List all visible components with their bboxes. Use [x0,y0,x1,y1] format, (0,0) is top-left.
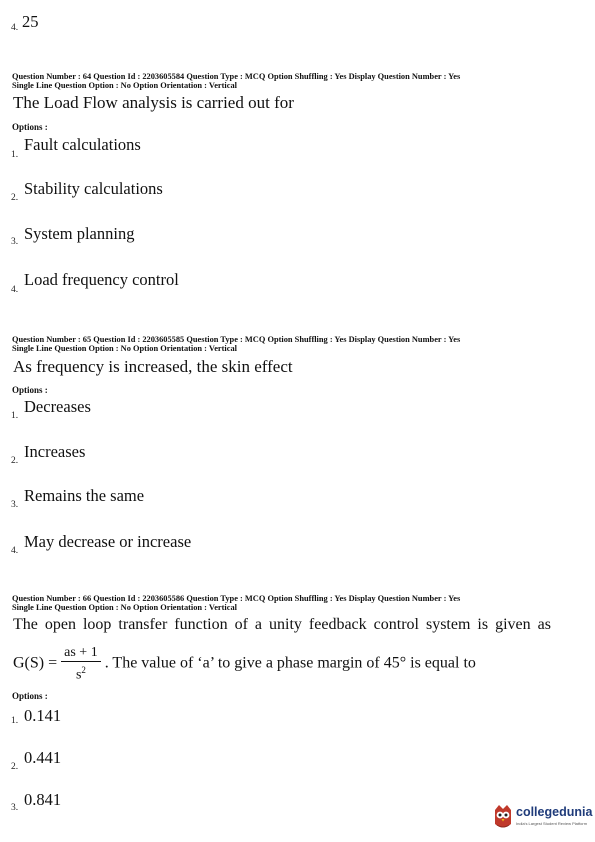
option-text: System planning [24,224,135,243]
question-meta-line-1: Question Number : 66 Question Id : 2203605586 Question Type : MCQ Option Shuffling : Yes Display Question Number : Yes [12,594,461,603]
transfer-function-line [13,645,476,683]
question-meta-line-1: Question Number : 65 Question Id : 2203605585 Question Type : MCQ Option Shuffling : Yes Display Question Number : Yes [12,335,461,344]
question-text: The open loop transfer function of a unity feedback control system is given as [13,616,551,633]
option-text: Fault calculations [24,135,141,154]
formula-lhs: G(S) = [13,654,58,672]
options-label: Options : [12,122,48,132]
option-number: 4. [11,546,19,556]
question-meta-line-2: Single Line Question Option : No Option Orientation : Vertical [12,81,237,90]
option-number: 4. [11,23,19,33]
option-number: 1. [11,150,19,160]
question-meta-line-1: Question Number : 64 Question Id : 2203605584 Question Type : MCQ Option Shuffling : Yes Display Question Number : Yes [12,72,461,81]
option-number: 1. [11,411,19,421]
option-text: 0.141 [24,706,62,725]
formula-numerator: as + 1 [61,645,101,662]
option-text: 25 [22,12,39,31]
options-label: Options : [12,385,48,395]
logo-wordmark: collegedunia [516,805,593,819]
question-text: As frequency is increased, the skin effect [13,357,293,376]
formula-denominator-exponent: 2 [81,665,86,675]
option-number: 2. [11,193,19,203]
collegedunia-logo [492,800,593,834]
options-label: Options : [12,691,48,701]
formula-denominator [61,662,101,683]
question-meta-line-2: Single Line Question Option : No Option Orientation : Vertical [12,344,237,353]
option-text: 0.441 [24,748,62,767]
question-meta-line-2: Single Line Question Option : No Option Orientation : Vertical [12,603,237,612]
option-number: 3. [11,237,19,247]
option-text: 0.841 [24,790,62,809]
option-number: 1. [11,716,19,726]
option-text: Load frequency control [24,270,179,289]
option-number: 3. [11,803,19,813]
formula-fraction [61,645,101,683]
logo-tagline: India's Largest Student Review Platform [516,821,588,826]
option-text: Decreases [24,397,91,416]
formula-denominator-base: s [75,667,82,683]
option-number: 2. [11,762,19,772]
option-text: Increases [24,442,86,461]
option-number: 2. [11,456,19,466]
option-text: May decrease or increase [24,532,192,551]
owl-mascot-icon [492,804,514,830]
question-text: The Load Flow analysis is carried out for [13,93,294,112]
option-number: 3. [11,500,19,510]
option-text: Remains the same [24,486,145,505]
question-text-continued: . The value of ‘a’ to give a phase margin of 45° is equal to [104,654,476,672]
option-text: Stability calculations [24,179,163,198]
option-number: 4. [11,285,19,295]
